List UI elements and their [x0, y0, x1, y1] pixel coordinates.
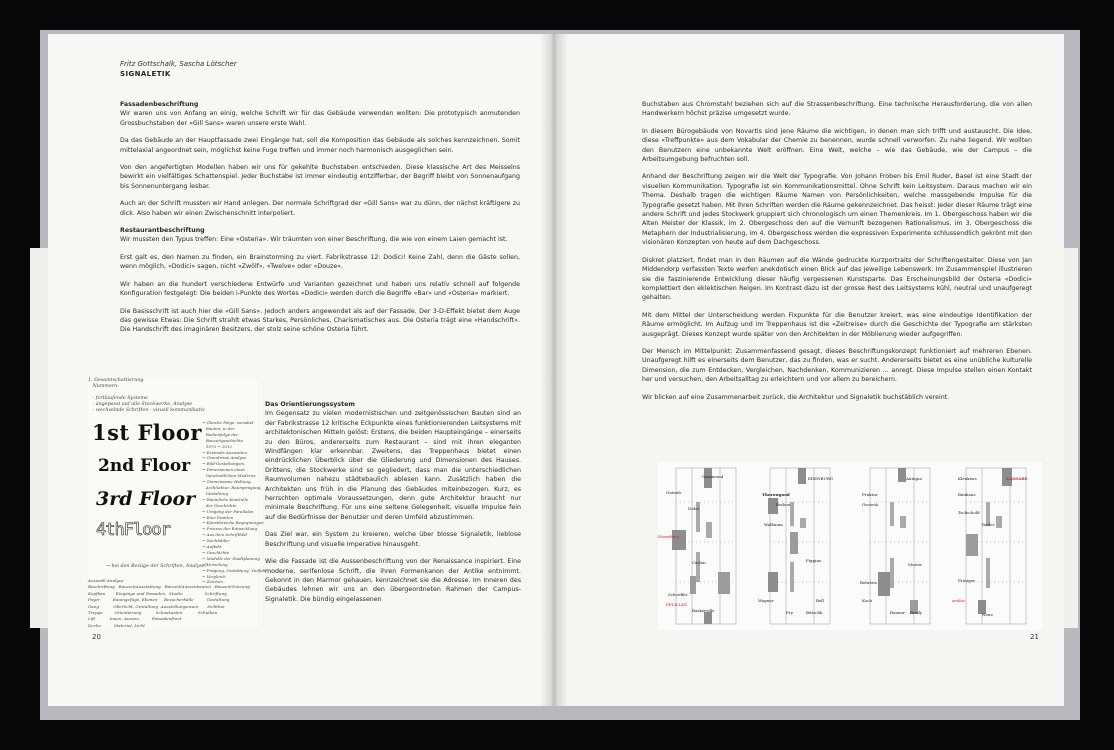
- plan-label: Dürerberg: [658, 534, 680, 539]
- paragraph: Von den angefertigten Modellen haben wir uns für gekehlte Buchstaben entschieden. Diese klassische Art des Meisselns bewirkt ein vielfältiges Schattenspiel. Jeder Buchstabe ist immer eindeutig entzifferbar, der Begriff bleibt von Sonnenaufgang bis Sonnenuntergang lesbar.: [120, 164, 520, 190]
- sketch-floor-1: 1st Floor: [92, 420, 202, 445]
- page-number-right: 21: [1030, 633, 1039, 641]
- sketch-note-side: → Gleiche Folge, variabel Bauten, in der Reihenfolge der Bauzeitgeschichte 1970 → 2012 → Erstmals Ausweiten → Grundrisse Analyse → Bild-Gestaltungsm. → Dimensionen einer Ganzheitlichen Moderne → Gemeinsame Haltung, Architektur, Raumprägung, Gestaltung → Räumliche Kontrolle der Geschichte → Umgang der Parallelen → Eine Position → Künstlerische Begegnungen → Prozess der Entwicklung → Aus dem Schriftbild → Nachbilder → Auftakt → Geschichte → Modelle der Stadtplanung → Verteilung → Prägung, Gestaltung, Vielfalt → Vergleich → Zeichen: [202, 420, 266, 585]
- paragraph: Mit dem Mittel der Unterscheidung werden Fixpunkte für die Benutzer kreiert, was eine eindeutige Identifikation der Räume ermöglicht. Im Aufzug und im Treppenhaus ist die «Zeitreise» durch die Geschichte der Typografie am stärksten ausgeprägt. Dieses Konzept wurde später von den Architekten in der Möblierung wieder aufgegriffen.: [642, 311, 1032, 338]
- sketch-note-top: 1. Gesamtschattierung Nummern: - fortlaufende Systeme - angepasst auf alle Stockwerke, Analyse - wechselnde Schriften - visuell kommunikativ: [88, 378, 205, 413]
- floor-plan-3: [856, 462, 944, 630]
- floor-plans-figure: [658, 462, 1042, 630]
- plan-label: Didot: [688, 506, 700, 511]
- plan-label: Thorowgood: [762, 492, 790, 497]
- plan-label: Baskerville: [692, 608, 715, 613]
- section-title: SIGNALETIK: [120, 70, 171, 78]
- heading-orientierung: Das Orientierungssystem: [265, 401, 355, 408]
- paragraph: Da das Gebäude an der Hauptfassade zwei Eingänge hat, soll die Komposition das Gebäude als solches kennzeichnen. Somit mittelaxial angeordnet sein, möglichst keine Fuge treffen und immer noch harmonisch ausgeglichen sein.: [120, 137, 520, 154]
- plan-label: Caslon: [692, 560, 706, 565]
- plan-label: Gutenb.: [666, 490, 683, 495]
- plan-label: Neue: [982, 612, 993, 617]
- plan-label: Bell: [816, 598, 824, 603]
- plan-label: Fraktur: [862, 492, 878, 497]
- right-column: [642, 100, 1032, 410]
- plan-label: Renner: [890, 610, 905, 615]
- floor-plan-3-drawing: [856, 462, 944, 630]
- plan-label: Fry: [786, 610, 793, 615]
- book-gutter: [540, 34, 568, 706]
- plan-label: Koch: [862, 598, 873, 603]
- paragraph: Auch an der Schrift mussten wir Hand anlegen. Der normale Schriftgrad der «Gill Sans» war zu dünn, der nächst kräftigere zu dick. Also haben wir einen Zwischenschnitt interpoliert.: [120, 200, 520, 217]
- paragraph: Wir waren uns von Anfang an einig, welche Schrift wir für das Gebäude verwenden wollten: Die prototypisch anmutenden Grossbuchstaben der «Gill Sans» waren unsere erste Wahl.: [120, 110, 520, 127]
- paragraph: Diskret platziert, findet man in den Räumen auf die Wände gedruckte Kurzportraits der Schriftengestalter. Diese von Jan Middendorp verfassten Texte werfen anekdotisch einen Blick auf das jeweilige Lebenswerk. Im Zusammenspiel illustrieren sie die faszinierende Entwicklung dieser häufig vergessenen Kunstsparte. Das Erscheinungsbild der Osteria «Dodici» komplettiert den eklektischen Reigen. Im Kontrast dazu ist der grosse Rest des Leitsystems kühl, neutral und unaufgeregt gehalten.: [642, 256, 1032, 302]
- sketch-note-bottom: → bei den Bezüge der Schriften, Analyse?: [106, 564, 208, 569]
- paragraph: Wir blicken auf eine Zusammenarbeit zurück, die Architektur und Signaletik buchstäblich vereint.: [642, 393, 950, 401]
- left-column-top: [120, 100, 520, 343]
- sketch-floor-2: 2nd Floor: [98, 456, 191, 476]
- paragraph: Das Ziel war, ein System zu kreieren, welche über blosse Signaletik, lieblose Beschriftung und visuelle Imperative hinausgeht.: [265, 531, 521, 548]
- plan-label: Ruder: [982, 522, 995, 527]
- plan-label: Grotesk: [862, 502, 878, 507]
- paragraph: Wie die Fassade ist die Aussenbeschriftung von der Renaissance inspiriert. Eine moderne, serifenlose Schrift, die ihren Formenkanon der Antike entnimmt. Gekonnt in den Marmor gehauen, kennzeichnet sie die Adresse. Im Inneren des Gebäudes lehnen wir uns an den übergeordneten Rahmen der Campus-Signaletik. Die bündig eingelassenen: [265, 558, 521, 603]
- plan-label: Schoeffer: [668, 592, 688, 597]
- plan-label: KASSABE: [1006, 476, 1028, 481]
- heading-fassade: Fassadenbeschriftung: [120, 101, 199, 108]
- paragraph: Erst galt es, den Namen zu finden, ein Brainstorming zu viert. Fabrikstrasse 12: Dodici! Keine Zahl, denn die Gäste sollen, wenn möglich, «Dodici» sagen, nicht «Zwölf», «Twelve» oder «Douze».: [120, 253, 520, 271]
- plan-label: Kleukens: [958, 476, 977, 481]
- handwritten-sketch-image: [88, 378, 266, 628]
- author-line: Fritz Gottschalk, Sascha Lötscher: [120, 60, 237, 68]
- floor-plan-4-drawing: [952, 462, 1040, 630]
- plan-label: Antiqua: [906, 476, 922, 481]
- paragraph: Die Basisschrift ist auch hier die «Gill Sans». Jedoch anders angewendet als auf der Fassade. Der 3-D-Effekt bietet dem Auge das gewisse Etwas: Die Schrift strahlt etwas Starkes, Persönliches, Charismatisches aus. Die Osteria trägt eine «Handschrift». Die Handschrift des imaginären Besitzers, der stolz seine schöne Osteria führt.: [120, 307, 520, 334]
- floor-plan-2-drawing: [756, 462, 844, 630]
- left-column-bottom: [265, 400, 521, 612]
- sketch-note-table: Auswahl Analyse: Beschriftung Bauzeit/Ausstattung Bauzeit/Aussenbauten Bauzeit/Nutzung Kopfbau Eingänge und Fassaden Studio Schriftung Foyer Raumgefüge, Ebenen Besucherhalle Gestaltung Gang Oberlicht, Gestaltung Ausstellungsraum Sichtbar Treppe Orientierung Schaukasten Schulbau Lift Innen, Aussen Fassadenfront Decke Material, Licht: [88, 578, 250, 628]
- paragraph: In diesem Bürogebäude von Novartis sind jene Räume die wichtigen, in denen man sich trifft und austauscht. Die Idee, diese «Treffpunkte» aus dem Vokabular der Chemie zu benennen, wurde schnell verworfen. Zu nahe liegend. Wir wollten den Benutzern eine unbekannte Welt eröffnen. Eine Welt, welche – wie das Gebäude, wie der Campus – die Arbeitsumgebung befruchten soll.: [642, 127, 1032, 164]
- plan-label: Bauhaus: [958, 492, 976, 497]
- paragraph: Anhand der Beschriftung zeigen wir die Welt der Typografie. Von Johann Froben bis Emil Ruder, Basel ist eine Stadt der visuellen Kommunikation. Typografie ist ein Kommunikationsmittel. Ohne Schrift kein Leitsystem. Daraus machen wir ein Thema. Deshalb tragen die wichtigen Räume Namen von Persönlichkeiten, welche massgebende Impulse für die Typografie gesetzt haben. Mit ihren Schriften werden die Räume gekennzeichnet. Das heisst: Jeder dieser Räume trägt eine andere Schrift und jedes Stockwerk gruppiert sich chronologisch um einen Themenkreis. Im 1. Obergeschoss haben wir die Alten Meister der Klassik, im 2. Obergeschoss den auf die Vernunft bezogenen Rationalismus, im 3. Obergeschoss die Metaphern der Industrialisierung, im 4. Obergeschoss werden die expressiven Experimente schlussendlich gekrönt mit den visionären Konzepten von heute auf dem Dachgeschoss.: [642, 173, 1032, 247]
- floor-plan-2: [756, 462, 844, 630]
- floor-plan-4: [952, 462, 1040, 630]
- plan-label: Bodoni: [776, 502, 791, 507]
- sketch-floor-3: 3rd Floor: [96, 488, 196, 510]
- plan-label: Morris: [908, 562, 922, 567]
- plan-label: zeitlos: [952, 598, 966, 603]
- paragraph: Im Gegensatz zu vielen modernistischen und zeitgenössischen Bauten sind an der Fabrikstrasse 12 kritische Eckpunkte eines funktionierenden Leitsystems mit architektonischen Mitteln gelöst: Erstens, die beiden Haupteingänge – einerseits zu den Büros, andererseits zum Restaurant – sind mit ihren eleganten Windfängen klar erkennbar. Zweitens, das Treppenhaus bietet einen eindrücklichen Überblick über die Gliederung und Dimensionen des Hauses. Drittens, die Stockwerke sind so gegliedert, dass man die unterschiedlichen Raumvolumen nahezu städtebaulich ablesen kann. Zusätzlich haben die Architekten uns früh in die Planung des Gebäudes miteinbezogen. Kurz, es herrschten optimale Voraussetzungen, denn gute Architektur braucht nur minimale Beschriftung. Für uns eine seltene Gelegenheit, visuelle Impulse fein auf die Bedürfnisse der Benutzer und deren Umfeld abzustimmen.: [265, 410, 521, 521]
- page-number-left: 20: [92, 633, 101, 641]
- paragraph: Der Mensch im Mittelpunkt: Zusammenfassend gesagt, dieses Beschriftungskonzept funktioniert auf mehreren Ebenen. Unaufgeregt hilft es einerseits dem Benutzer, das zu finden, was er sucht. Andererseits bietet es eine unübliche kulturelle Dimension, die zum Entdecken, Vergleichen, Nachdenken, Kommunizieren … anregt. Diese Impulse stellen einen Kontakt her und versuchen, den Arbeitsalltag zu erleichtern und vor allem zu bereichern.: [642, 347, 1032, 384]
- plan-label: Wagner: [758, 598, 774, 603]
- plan-label: Tschichold: [958, 510, 980, 515]
- paragraph: Wir mussten den Typus treffen: Eine «Osteria». Wir träumten von einer Beschriftung, die wie von einem Laien gemacht ist.: [120, 236, 508, 244]
- paragraph: Buchstaben aus Chromstahl beziehen sich auf die Strassenbeschriftung. Eine technische Herausforderung, die von allen Handwerkern höchst präzise umgesetzt wurde.: [642, 101, 1032, 118]
- plan-label: Behrens: [860, 580, 877, 585]
- plan-label: Garamond: [702, 474, 724, 479]
- heading-restaurant: Restaurantbeschriftung: [120, 227, 205, 235]
- plan-label: Brody: [910, 610, 923, 615]
- plan-label: EDENBURG: [808, 476, 834, 481]
- sketch-floor-4: 4thFloor: [96, 520, 170, 540]
- paragraph: Wir haben an die hundert verschiedene Entwürfe und Varianten gezeichnet und haben uns relativ schnell auf folgende Konfiguration festgelegt: Die beiden i-Punkte des Wortes «Dodici» werden durch die Begriffe «Bar» und «Osteria» markiert.: [120, 280, 520, 298]
- plan-label: Figgins: [806, 558, 822, 563]
- floor-plan-1: [658, 462, 750, 630]
- plan-label: FELICIAN: [666, 602, 687, 607]
- plan-label: Frutiger: [958, 578, 975, 583]
- page-edge-left: [30, 248, 50, 628]
- plan-label: Bütschli: [806, 610, 823, 615]
- plan-label: Walbaum: [764, 522, 783, 527]
